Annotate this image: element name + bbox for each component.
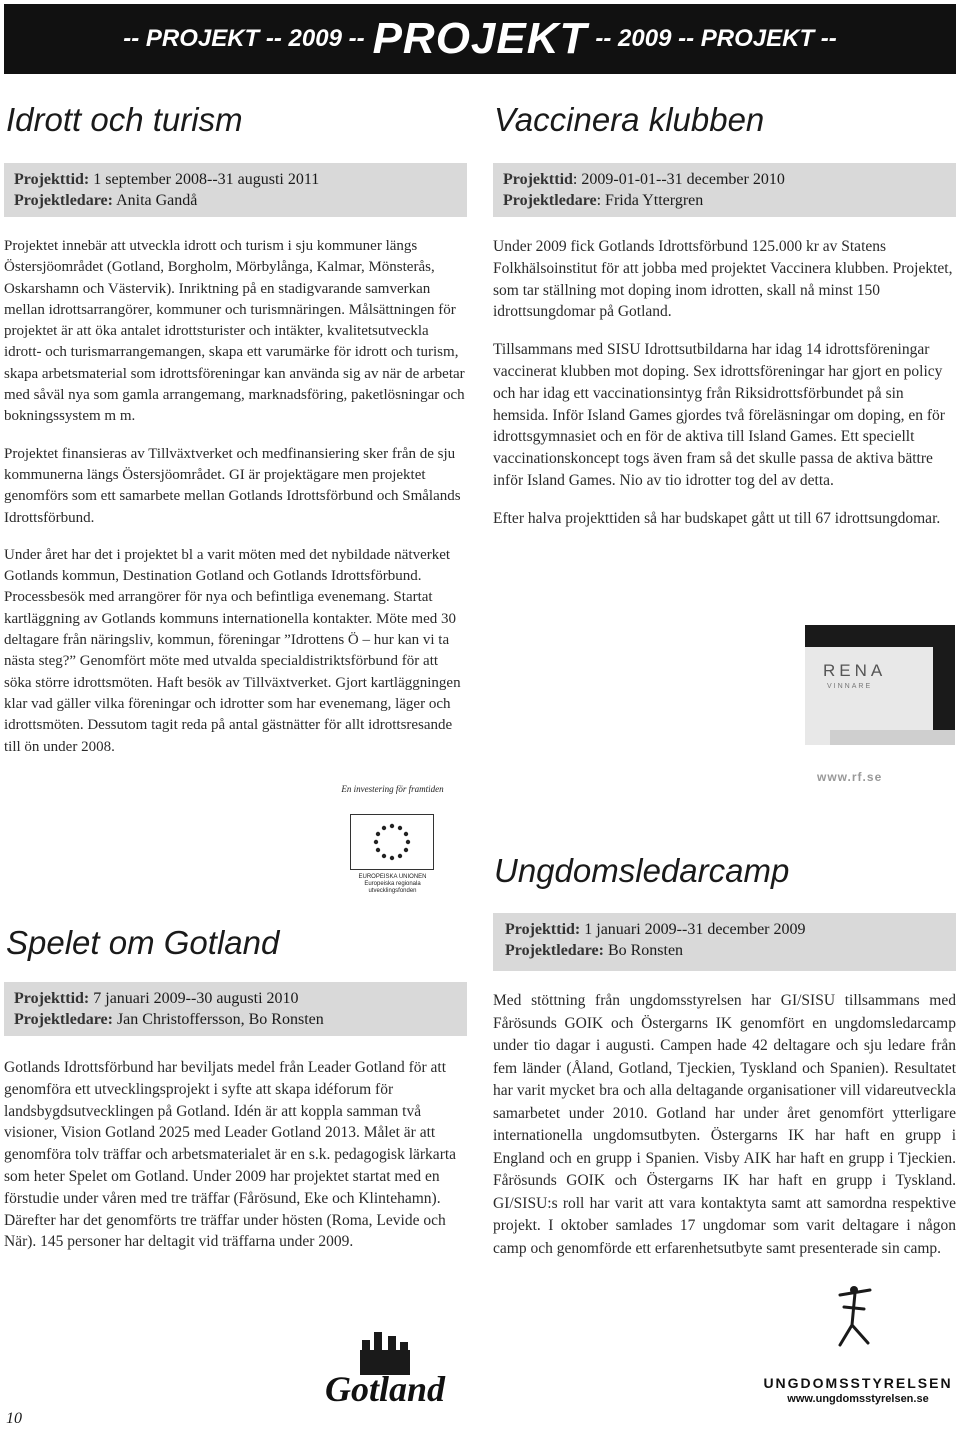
vaccin-tid-label: Projekttid	[503, 171, 573, 188]
eu-caption-line: utvecklingsfonden	[368, 888, 417, 894]
spelet-title: Spelet om Gotland	[6, 924, 280, 961]
ungdom-body	[493, 990, 956, 1276]
ungdomsstyrelsen-logo	[760, 1285, 956, 1405]
ungdom-tid-value: 1 januari 2009--31 december 2009	[584, 921, 806, 938]
vaccin-info-box	[493, 163, 956, 217]
gotland-wordmark: Gotland	[324, 1369, 446, 1409]
idrott-paragraph: Under året har det i projektet bl a varit möten med det nybildade nätverket Gotlands kommun, Destination Gotland och Gotlands Idrottsförbund. Processbesök med arrangörer för nya och befintliga evenemang. Startat kartläggning av Gotlands kommuns internationella kontakter. Möte med 30 deltagare från näringsliv, kommun, föreningar ”Idrottens Ö – hur kan vi ta nästa steg?” Genomfört möte med utvalda specialdistriktsförbund för att söka större idrottsmöten. Haft besök av Tillväxtverket. Gjort kartläggningen klar vad gäller vilka föreningar och idrotter som har evenemang, läger och idrottsmöten. Dessutom tagit reda på antal gästnätter för allt idrottsresande till ön under 2008.	[4, 546, 461, 755]
spelet-ledare-label: Projektledare:	[14, 1011, 113, 1028]
banner-left: -- PROJEKT -- 2009 --	[123, 25, 365, 52]
vaccin-paragraph: Under 2009 fick Gotlands Idrottsförbund 125.000 kr av Statens Folkhälsoinstitut för att jobba med projektet Vaccinera klubben. Projektet, som tar ställning mot doping inom idrotten, skall nå minst 150 idrottsungdomar på Gotland.	[493, 238, 953, 321]
spelet-body	[4, 1057, 467, 1269]
ungdom-paragraph: Med stöttning från ungdomsstyrelsen har GI/SISU tillsammans med Fårösunds GOIK och Östergarns IK genomfört en ungdomsledarcamp under tio dagar i augusti. Campen hade 42 deltagare och sju ledare från fem länder (Åland, Gotland, Tjeckien, Tyskland och Spanien). Resultatet har varit mycket bra och alla deltagande organisationer vill vidareutveckla samarbetet under 2010. Gotland har under året genomfört ytterligare internationella ungdomsutbyten. Östergarns IK har haft en grupp i England och en grupp i Spanien. Visby AIK har haft en grupp i Tjeckien. Fårösunds GOIK och Östergarns IK har haft en grupp i Tyskland. GI/SISU:s roll har varit att vara kontaktyta samt att samordna respektive projekt. I oktober samlades 17 ungdomar som varit deltagare i någon camp och genomförde ett erfarenhetsutbyte samt presenterade sin camp.	[493, 992, 956, 1257]
spelet-tid-label: Projekttid:	[14, 990, 90, 1007]
idrott-tid-value: 1 september 2008--31 augusti 2011	[93, 171, 320, 188]
ungdom-ledare-value: Bo Ronsten	[607, 942, 684, 959]
vaccin-ledare-label: Projektledare	[503, 192, 597, 209]
vaccin-tid-value: : 2009-01-01--31 december 2010	[572, 171, 785, 188]
eu-slogan: En investering för framtiden	[341, 784, 444, 794]
eu-caption-line: EUROPEISKA UNIONEN	[358, 874, 427, 880]
vinnare-text: VINNARE	[827, 683, 873, 690]
spelet-tid-value: 7 januari 2009--30 augusti 2010	[93, 990, 299, 1007]
idrott-paragraph: Projektet finansieras av Tillväxtverket och medfinansiering sker från de sju kommunerna längs Östersjöområdet. GI är projektägare men projektet genomförs som ett samarbete mellan Gotlands Idrottsförbund och Smålands Idrottsförbund.	[4, 445, 461, 526]
ungdomsstyrelsen-name: UNGDOMSSTYRELSEN	[763, 1375, 953, 1391]
vaccin-paragraph: Tillsammans med SISU Idrottsutbildarna har idag 14 idrottsföreningar vaccinerat klubben mot doping. Sex idrottsföreningar har gjort en policy och har idag ett vaccinationsintyg från Riksidrottsförbundet på sin hemsida. Inför Island Games gjordes två föreläsningar om doping, en för idrottsgymnasiet och en för de aktiva till Island Games. Ett speciellt vaccinationskoncept togs även fram så det skulle passa de aktiva bättre inför Island Games. Nio av tio idrotter tog del av detta.	[493, 341, 945, 489]
idrott-ledare-value: Anita Gandå	[116, 192, 198, 209]
eu-flag-icon	[350, 814, 434, 870]
rf-url: www.rf.se	[817, 770, 883, 784]
spelet-info-box	[4, 982, 467, 1036]
rena-vinnare-logo	[805, 625, 955, 785]
figure-icon	[830, 1285, 880, 1355]
ungdom-info-box	[493, 913, 956, 971]
spelet-ledare-value: Jan Christoffersson, Bo Ronsten	[116, 1011, 324, 1028]
vaccin-body	[493, 236, 956, 546]
banner-right: -- 2009 -- PROJEKT --	[595, 25, 837, 52]
idrott-title: Idrott och turism	[6, 101, 243, 138]
vaccin-ledare-value: : Frida Yttergren	[596, 192, 704, 209]
vaccin-title: Vaccinera klubben	[494, 101, 765, 138]
header-banner	[4, 4, 956, 74]
page-number: 10	[6, 1410, 22, 1427]
rena-text: RENA	[823, 661, 887, 680]
idrott-ledare-label: Projektledare:	[14, 192, 113, 209]
eu-caption-line: Europeiska regionala	[364, 881, 421, 887]
idrott-paragraph: Projektet innebär att utveckla idrott och turism i sju kommuner längs Östersjöområdet (Gotland, Borgholm, Mörbylånga, Kalmar, Mönsterås, Oskarshamn och Västervik). Inriktning på en stadigvarande samverkan mellan idrottsarrangörer, kommuner och turismnäringen. Målsättningen för projektet är att öka antalet idrottsturister och intäkter, kvalitetsutveckla idrott- och turismarrangemangen, skapa ett varumärke för idrott och turism, skapa arbetsmaterial som idrottsföreningar kan använda sig av när de arbetar med såväl nya som gamla arrangemang, marknadsföring, paketlösningar och bokningssystem m m.	[4, 238, 465, 425]
idrott-body	[4, 236, 467, 774]
ungdom-tid-label: Projekttid:	[505, 921, 581, 938]
ungdom-ledare-label: Projektledare:	[505, 942, 604, 959]
eu-logo	[320, 784, 465, 904]
ungdom-title: Ungdomsledarcamp	[494, 852, 790, 889]
idrott-info-box	[4, 163, 467, 217]
ungdomsstyrelsen-url: www.ungdomsstyrelsen.se	[787, 1393, 929, 1405]
spelet-paragraph: Gotlands Idrottsförbund har beviljats medel från Leader Gotland för att genomföra ett utvecklingsprojekt i syfte att skapa idéforum för landsbygdsutvecklingen på Gotland. Idén är att koppla samman två visioner, Vision Gotland 2025 med Leader Gotland 2013. Målet är att genomföra tolv träffar och arbetsmaterialet är en s.k. pedagogisk lärkarta som heter Spelet om Gotland. Under 2009 har projektet startat med en förstudie under våren med tre träffar (Fårösund, Eke och Klintehamn). Därefter har det genomförts tre träffar under hösten (Roma, Levide och När). 145 personer har deltagit vid träffarna under 2009.	[4, 1059, 457, 1251]
gotland-logo	[310, 1330, 460, 1420]
idrott-tid-label: Projekttid:	[14, 171, 90, 188]
vaccin-paragraph: Efter halva projekttiden så har budskapet gått ut till 67 idrottsungdomar.	[493, 509, 941, 527]
eu-caption	[340, 874, 445, 895]
banner-center: PROJEKT	[372, 14, 588, 63]
